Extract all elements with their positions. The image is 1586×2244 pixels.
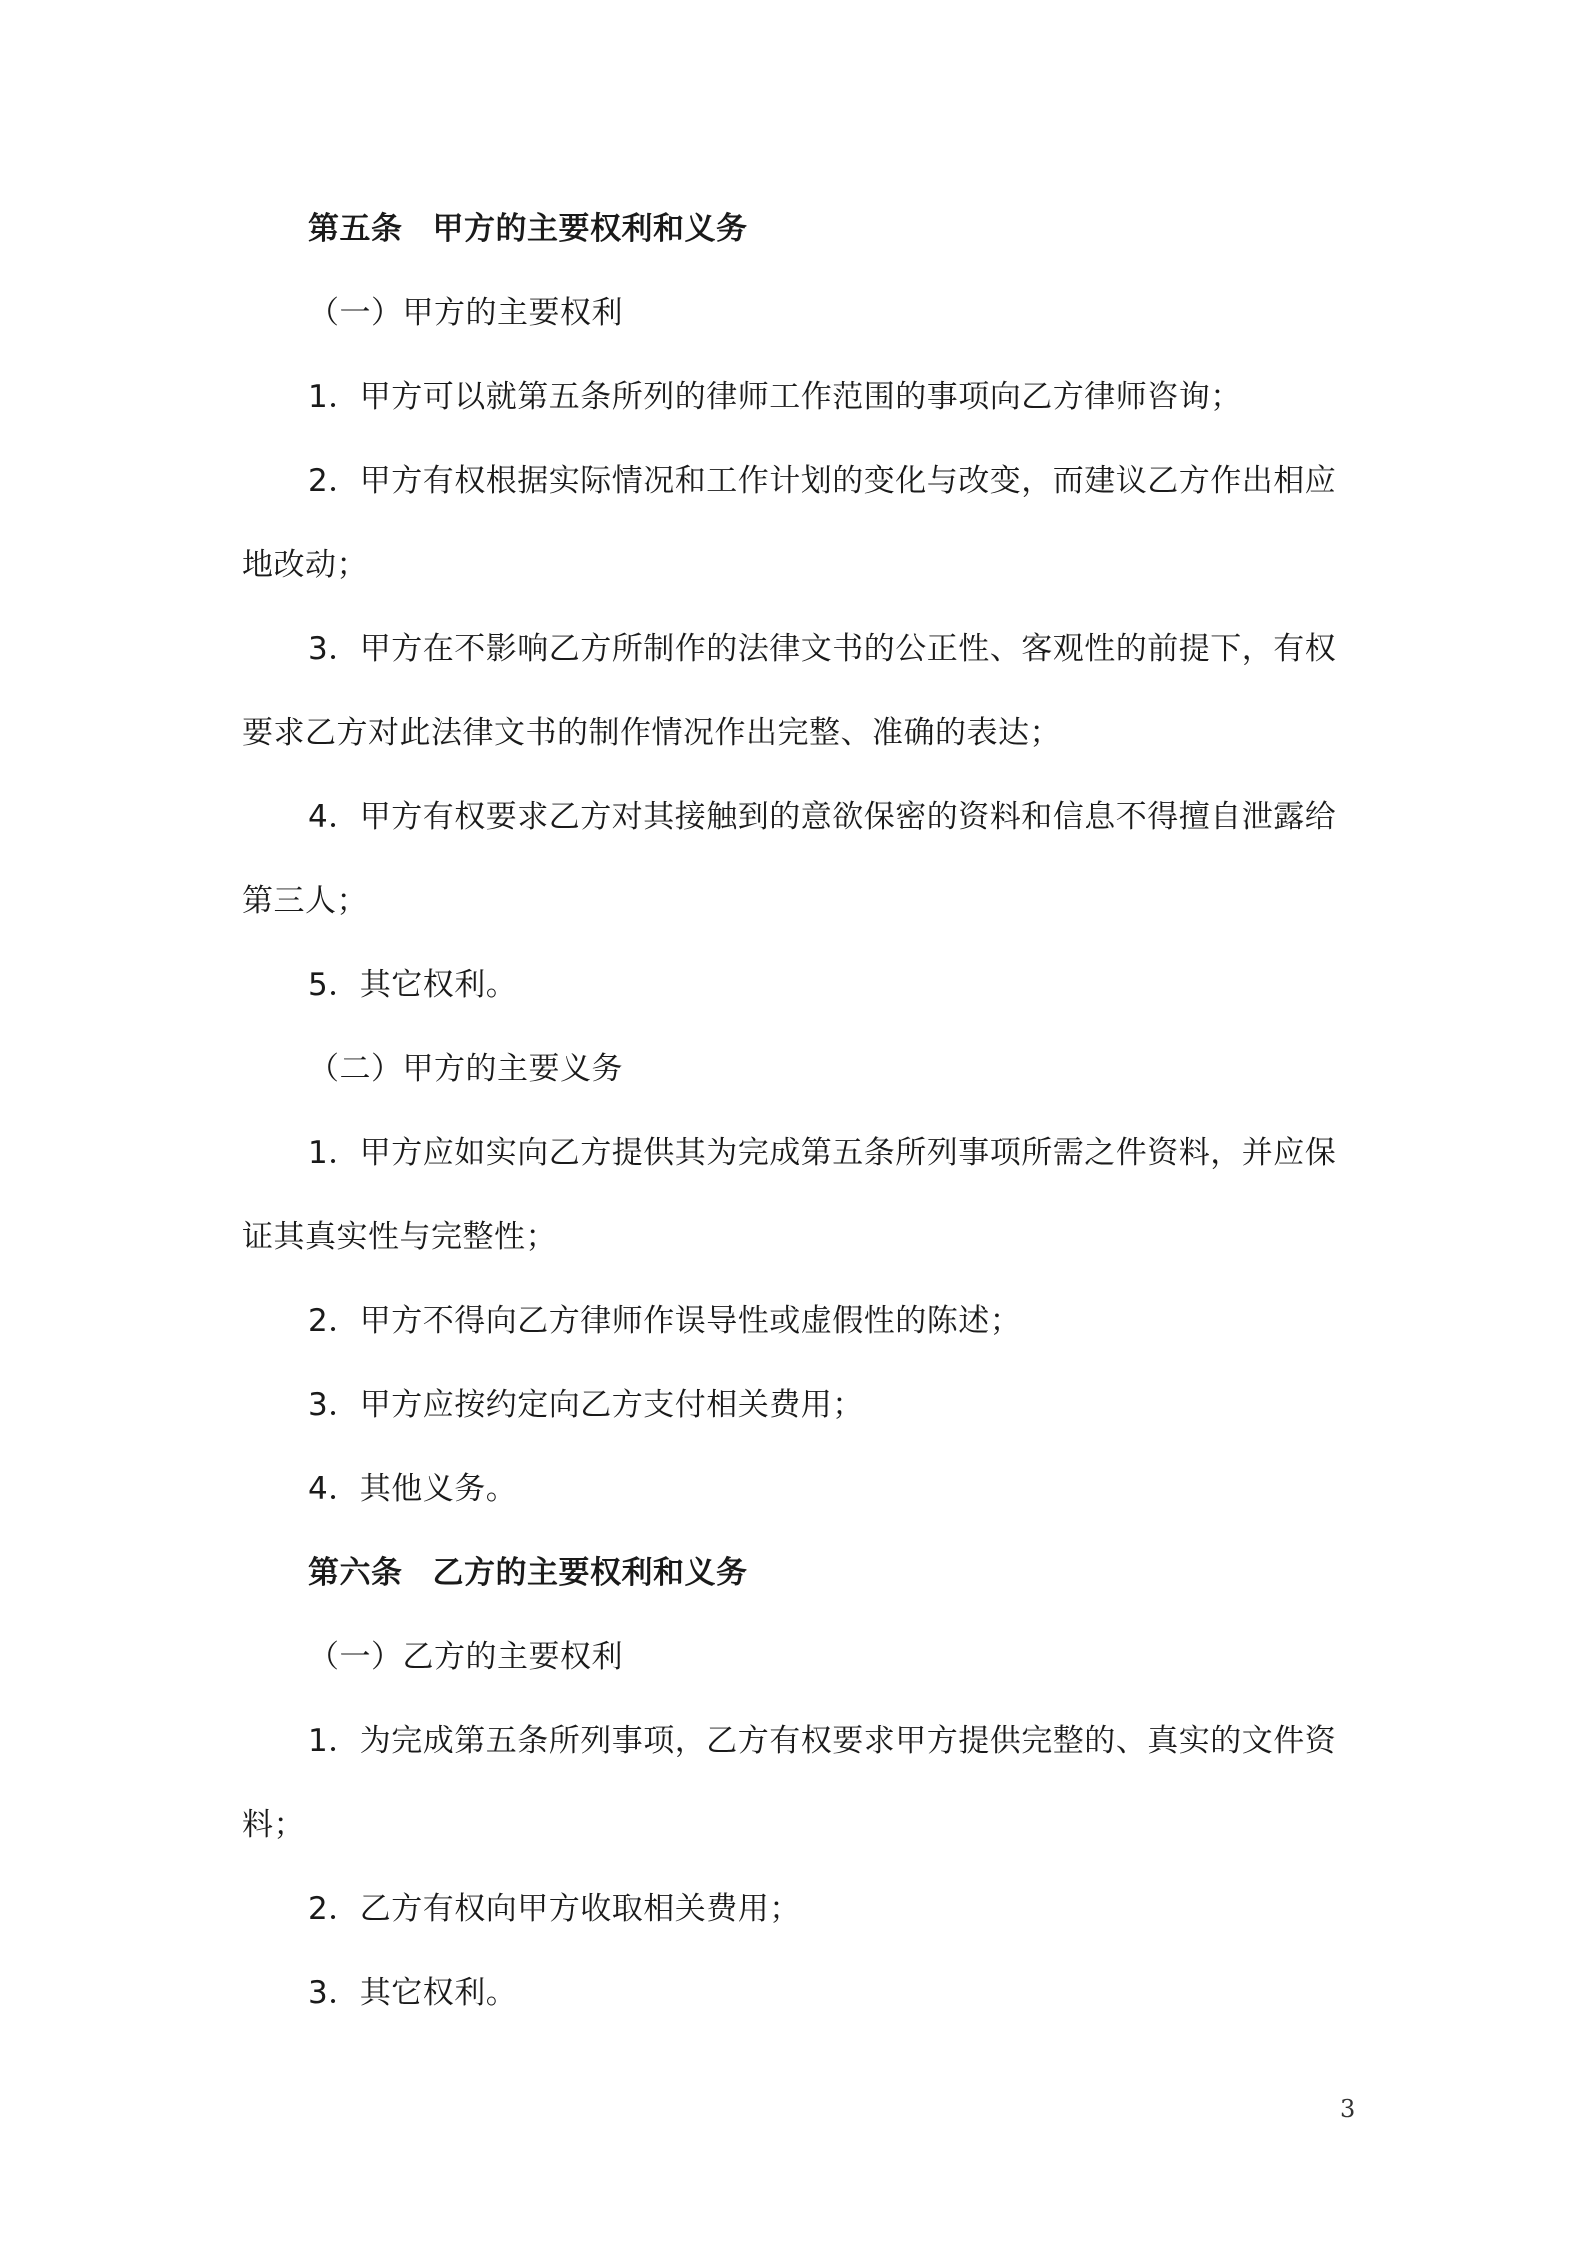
article-5-number: 第五条 bbox=[308, 211, 403, 247]
article-5-right-2-line-1: 2．甲方有权根据实际情况和工作计划的变化与改变，而建议乙方作出相应 bbox=[308, 463, 1337, 499]
article-5-duty-1-line-1: 1．甲方应如实向乙方提供其为完成第五条所列事项所需之件资料，并应保 bbox=[308, 1135, 1337, 1171]
article-5-right-4-line-2: 第三人； bbox=[242, 883, 368, 919]
article-5-title: 甲方的主要权利和义务 bbox=[432, 211, 748, 247]
article-6-right-3: 3．其它权利。 bbox=[308, 1975, 518, 2011]
article-5-rights-heading: （一）甲方的主要权利 bbox=[308, 295, 623, 331]
article-6-number: 第六条 bbox=[308, 1555, 403, 1591]
article-6-title: 乙方的主要权利和义务 bbox=[432, 1555, 748, 1591]
article-5-duty-1-line-2: 证其真实性与完整性； bbox=[242, 1219, 557, 1255]
article-5-right-2-line-2: 地改动； bbox=[242, 547, 368, 583]
article-5-duties-heading: （二）甲方的主要义务 bbox=[308, 1051, 623, 1087]
article-6-right-2: 2．乙方有权向甲方收取相关费用； bbox=[308, 1891, 801, 1927]
article-5-right-1: 1．甲方可以就第五条所列的律师工作范围的事项向乙方律师咨询； bbox=[308, 379, 1242, 415]
article-5-duty-2: 2．甲方不得向乙方律师作误导性或虚假性的陈述； bbox=[308, 1303, 1022, 1339]
article-5-right-4-line-1: 4．甲方有权要求乙方对其接触到的意欲保密的资料和信息不得擅自泄露给 bbox=[308, 799, 1337, 835]
article-5-right-5: 5．其它权利。 bbox=[308, 967, 518, 1003]
article-5-heading bbox=[308, 209, 748, 249]
article-6-heading bbox=[308, 1553, 748, 1593]
article-6-right-1-line-1: 1．为完成第五条所列事项，乙方有权要求甲方提供完整的、真实的文件资 bbox=[308, 1723, 1337, 1759]
article-5-right-3-line-2: 要求乙方对此法律文书的制作情况作出完整、准确的表达； bbox=[242, 715, 1061, 751]
page-number: 3 bbox=[1340, 2095, 1356, 2123]
article-6-rights-heading: （一）乙方的主要权利 bbox=[308, 1639, 623, 1675]
article-5-duty-3: 3．甲方应按约定向乙方支付相关费用； bbox=[308, 1387, 864, 1423]
article-5-right-3-line-1: 3．甲方在不影响乙方所制作的法律文书的公正性、客观性的前提下，有权 bbox=[308, 631, 1337, 667]
article-5-duty-4: 4．其他义务。 bbox=[308, 1471, 518, 1507]
article-6-right-1-line-2: 料； bbox=[242, 1807, 305, 1843]
